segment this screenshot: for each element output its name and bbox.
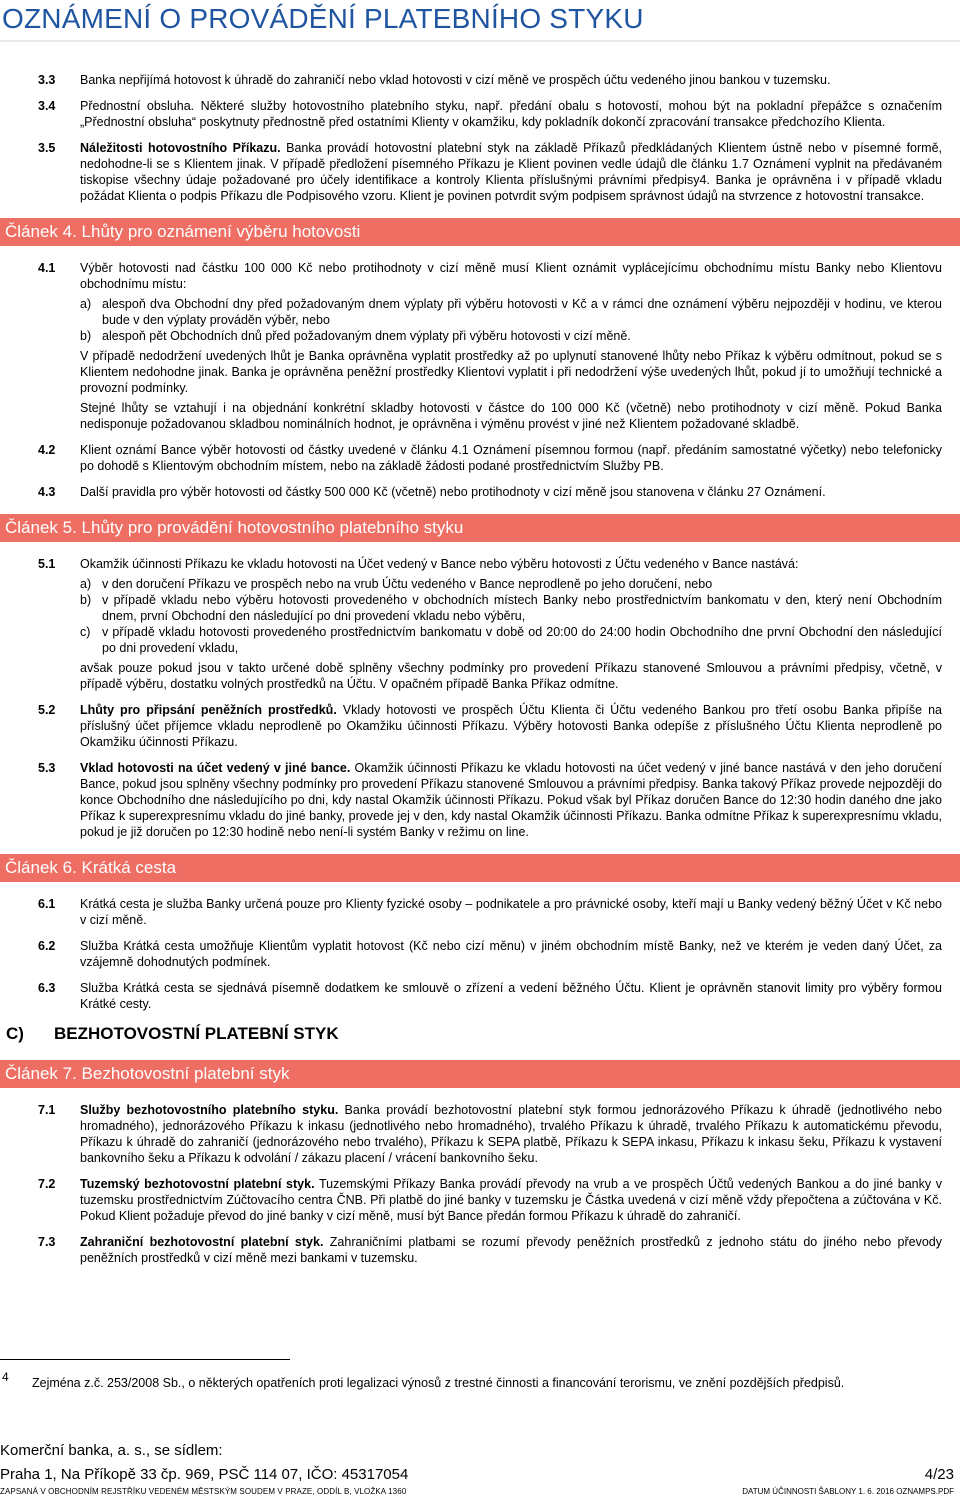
clause-body: Banka provádí hotovostní platební styk na základě Příkazů předkládaných Klientem ústně nebo v písemné formě, nedohodne-li se s Klientem jinak. V případě předložení písemného Příkazu je Klient povinen vedle údajů dle článku 1.7 Oznámení vyplnit na předávaném tiskopise všechny údaje požadované pro účely identifikace a kontroly Klienta příslušnými právními předpisy4. Banka je oprávněna i v případě vkladu požádat Klienta o podpis Příkazu dle Podpisového vzoru. Klient je povinen potvrdit svým podpisem správnost údajů na stvrzence z hotovostní transakce.	[80, 141, 942, 203]
clause-intro: Výběr hotovosti nad částku 100 000 Kč nebo protihodnoty v cizí měně musí Klient oznámit vyplácejícímu obchodnímu místu Banky nebo Klientovu obchodnímu místu:	[80, 261, 942, 291]
footnote	[0, 1370, 960, 1390]
clause-3-5	[0, 140, 960, 204]
list-label: a)	[80, 297, 92, 311]
document-body	[0, 72, 960, 1276]
clause-text	[80, 140, 960, 204]
clause-text	[80, 1102, 960, 1166]
clause-text: Služba Krátká cesta umožňuje Klientům vyplatit hotovost (Kč nebo cizí měnu) v jiném obchodním místě Banky, než ve kterém je veden daný Účet, za vzájemně dohodnutých podmínek.	[80, 939, 942, 969]
article-6-heading: Článek 6. Krátká cesta	[0, 854, 960, 882]
clause-intro: Okamžik účinnosti Příkazu ke vkladu hotovosti na Účet vedený v Bance nebo výběru hotovosti z Účtu vedeného v Bance nastává:	[80, 557, 799, 571]
list-label: a)	[80, 577, 92, 591]
clause-paragraph: V případě nedodržení uvedených lhůt je Banka oprávněna vyplatit prostředky až po uplynutí stanovené lhůty nebo Příkaz k výběru odmítnout, pokud se s Klientem nedohodne jinak. Banka je oprávněna peněžní prostředky Klientovi vyplatit i při nedodržení výše uvedených lhůt, pokud jí to umožňují technické a provozní podmínky.	[80, 349, 942, 395]
page-number: 4/23	[924, 1466, 954, 1483]
clause-number: 3.4	[38, 99, 56, 113]
clause-number: 7.3	[38, 1235, 56, 1249]
clause-body: Vklady hotovosti ve prospěch Účtu Klienta či Účtu vedeného Bankou pro třetí osobu Banka připíše na příslušný účet příjemce vkladu neprodleně po Okamžiku účinnosti Příkazu. Výběry hotovosti Banka odepíše z příslušného Účtu Klienta neprodleně po Okamžiku účinnosti Příkazu.	[80, 703, 942, 749]
list-item	[80, 576, 942, 592]
clause-text: Služba Krátká cesta se sjednává písemně dodatkem ke smlouvě o zřízení a vedení běžného Účtu. Klient je oprávněn stanovit limity pro výběry formou Krátké cesty.	[80, 981, 942, 1011]
clause-lead: Zahraniční bezhotovostní platební styk.	[80, 1235, 324, 1249]
clause-text	[80, 760, 960, 840]
clause-number: 7.1	[38, 1103, 56, 1117]
footer-registry: ZAPSANÁ V OBCHODNÍM REJSTŘÍKU VEDENÉM MĚSTSKÝM SOUDEM V PRAZE, ODDÍL B, VLOŽKA 1360	[0, 1487, 407, 1496]
clause-number: 7.2	[38, 1177, 56, 1191]
list-item	[80, 296, 942, 328]
page-title: OZNÁMENÍ O PROVÁDĚNÍ PLATEBNÍHO STYKU	[2, 3, 644, 34]
title-divider	[0, 40, 960, 42]
clause-7-3	[0, 1234, 960, 1266]
clause-4-3	[0, 484, 960, 500]
list-label: b)	[80, 329, 92, 343]
clause-text: Klient oznámí Bance výběr hotovosti od částky uvedené v článku 4.1 Oznámení písemnou formou (např. předáním samostatné výčetky) nebo telefonicky po dohodě s Klientovým obchodním místem, nebo na základě žádosti podané prostřednictvím Služby PB.	[80, 443, 942, 473]
clause-text	[80, 260, 960, 432]
clause-lead: Náležitosti hotovostního Příkazu.	[80, 141, 281, 155]
clause-7-1	[0, 1102, 960, 1166]
list-item	[80, 624, 942, 656]
clause-number: 5.3	[38, 761, 56, 775]
clause-number: 4.3	[38, 485, 56, 499]
clause-lead: Tuzemský bezhotovostní platební styk.	[80, 1177, 315, 1191]
section-label: C)	[6, 1024, 24, 1043]
clause-number: 6.2	[38, 939, 56, 953]
clause-text: Další pravidla pro výběr hotovosti od částky 500 000 Kč (včetně) nebo protihodnoty v cizí měně jsou stanovena v článku 27 Oznámení.	[80, 485, 826, 499]
clause-text: Krátká cesta je služba Banky určená pouze pro Klienty fyzické osoby – podnikatele a pro právnické osoby, kteří mají u Banky vedený běžný Účet v Kč nebo v cizí měně.	[80, 897, 942, 927]
clause-number: 5.1	[38, 557, 56, 571]
clause-6-2	[0, 938, 960, 970]
list-item	[80, 328, 942, 344]
list-item	[80, 592, 942, 624]
clause-lead: Vklad hotovosti na účet vedený v jiné bance.	[80, 761, 351, 775]
article-5-heading: Článek 5. Lhůty pro provádění hotovostního platebního styku	[0, 514, 960, 542]
clause-6-3	[0, 980, 960, 1012]
section-title: BEZHOTOVOSTNÍ PLATEBNÍ STYK	[54, 1024, 339, 1043]
footer-company: Komerční banka, a. s., se sídlem:	[0, 1442, 223, 1459]
clause-5-3	[0, 760, 960, 840]
clause-4-1	[0, 260, 960, 432]
list-text: alespoň pět Obchodních dnů před požadovaným dnem výplaty při výběru hotovosti v cizí měně.	[102, 329, 631, 343]
article-7-heading: Článek 7. Bezhotovostní platební styk	[0, 1060, 960, 1088]
clause-text	[80, 556, 960, 692]
list-text: v den doručení Příkazu ve prospěch nebo na vrub Účtu vedeného v Bance neprodleně po jeho doručení, nebo	[102, 577, 713, 591]
clause-number: 4.1	[38, 261, 56, 275]
clause-3-3	[0, 72, 960, 88]
footnote-number: 4	[2, 1370, 9, 1384]
list-text: v případě vkladu hotovosti provedeného prostřednictvím bankomatu v době od 20:00 do 24:00 hodin Obchodního dne první Obchodní den následující po dni provedení vkladu,	[102, 625, 942, 655]
footnote-text: Zejména z.č. 253/2008 Sb., o některých opatřeních proti legalizaci výnosů z trestné činnosti a financování terorismu, ve znění pozdějších předpisů.	[32, 1376, 845, 1390]
clause-6-1	[0, 896, 960, 928]
clause-number: 6.1	[38, 897, 56, 911]
clause-7-2	[0, 1176, 960, 1224]
clause-lead: Služby bezhotovostního platebního styku.	[80, 1103, 339, 1117]
clause-lead: Lhůty pro připsání peněžních prostředků.	[80, 703, 337, 717]
section-c-heading	[0, 1022, 960, 1046]
clause-3-4	[0, 98, 960, 130]
footnote-divider	[0, 1359, 290, 1360]
clause-number: 5.2	[38, 703, 56, 717]
list-label: b)	[80, 593, 92, 607]
clause-text: Banka nepřijímá hotovost k úhradě do zahraničí nebo vklad hotovosti v cizí měně ve prospěch účtu vedeného jinou bankou v tuzemsku.	[80, 73, 831, 87]
article-4-heading: Článek 4. Lhůty pro oznámení výběru hotovosti	[0, 218, 960, 246]
list-text: v případě vkladu nebo výběru hotovosti provedeného v obchodních místech Banky nebo prostřednictvím bankomatu v den, který není Obchodním dnem, první Obchodní den následující po dni provedení vkladu nebo výběru,	[102, 593, 942, 623]
clause-4-2	[0, 442, 960, 474]
clause-number: 4.2	[38, 443, 56, 457]
footer-template-date: DATUM ÚČINNOSTI ŠABLONY 1. 6. 2016 OZNAMPS.PDF	[742, 1487, 954, 1496]
clause-paragraph: Stejné lhůty se vztahují i na objednání konkrétní skladby hotovosti v částce do 100 000 Kč (včetně) nebo protihodnoty v cizí měně. Pokud Banka nedisponuje požadovanou skladbou nominálních hodnot, je oprávněna i výměnu provést v jiné než Klientem požadované skladbě.	[80, 401, 942, 431]
clause-number: 3.5	[38, 141, 56, 155]
clause-5-2	[0, 702, 960, 750]
clause-text	[80, 1234, 960, 1266]
list-text: alespoň dva Obchodní dny před požadovaným dnem výplaty při výběru hotovosti v Kč a v rámci dne oznámení výběru nejpozději v hodinu, ve kterou bude v den výplaty prováděn výběr, nebo	[102, 297, 942, 327]
list-label: c)	[80, 625, 91, 639]
footer-address: Praha 1, Na Příkopě 33 čp. 969, PSČ 114 07, IČO: 45317054	[0, 1466, 409, 1483]
clause-number: 6.3	[38, 981, 56, 995]
clause-text	[80, 1176, 960, 1224]
clause-text: Přednostní obsluha. Některé služby hotovostního platebního styku, např. předání obalu s hotovostí, mohou být na pokladní přepážce s označením „Přednostní obsluha“ poskytnuty přednostně před ostatními Klienty v okamžiku, kdy pokladník dokončí zpracování transakce předchozího Klienta.	[80, 99, 942, 129]
clause-5-1	[0, 556, 960, 692]
clause-paragraph: avšak pouze pokud jsou v takto určené době splněny všechny podmínky pro provedení Příkazu stanovené Smlouvou a právními předpisy, včetně, v případě výběru, dostatku volných prostředků na Účtu. V opačném případě Banka Příkaz odmítne.	[80, 661, 942, 691]
clause-text	[80, 702, 960, 750]
clause-body: Banka provádí bezhotovostní platební styk formou jednorázového Příkazu k úhradě (jednotlivého nebo hromadného), jednorázového Příkazu k inkasu (jednotlivého nebo hromadného), trvalého Příkazu k úhradě, trvalého Příkazu k automatickému převodu, Příkazu k úhradě do zahraničí (jednorázového nebo trvalého), Příkazu k SEPA platbě, Příkazu k SEPA inkasu, Příkazu k inkasu šeku, Příkazu k vystavení bankovního šeku a Příkazu k odvolání / zákazu placení / vrácení bankovního šeku.	[80, 1103, 942, 1165]
clause-body: Tuzemskými Příkazy Banka provádí převody na vrub a ve prospěch Účtů vedených Bankou a do jiné banky v tuzemsku prostřednictvím Zúčtovacího centra ČNB. Při platbě do jiné banky v tuzemsku je Částka uvedená v cizí měně vždy přepočtena a zúčtována v Kč. Pokud Klient požaduje převod do jiné banky v cizí měně, musí být Bance předán formou Příkazu k úhradě do zahraničí.	[80, 1177, 942, 1223]
clause-number: 3.3	[38, 73, 56, 87]
clause-body: Zahraničními platbami se rozumí převody peněžních prostředků z jednoho státu do jiného nebo převody peněžních prostředků v cizí měně mezi bankami v tuzemsku.	[80, 1235, 942, 1265]
clause-body: Okamžik účinnosti Příkazu ke vkladu hotovosti na účet vedený v jiné bance nastává v den jeho doručení Bance, pokud jsou splněny všechny podmínky pro provedení Příkazu stanovené Smlouvou a právními předpisy. Banka takový Příkaz provede nejpozději do konce Obchodního dne následujícího po dni, kdy nastal Okamžik účinnosti Příkazu. Pokud však byl Příkaz doručen Bance do 12:30 hodin daného dne jako Příkaz k superexpresnímu vkladu do jiné banky, provede jej v den, kdy nastal Okamžik účinnosti Příkazu. Banka odmítne Příkaz k superexpresnímu vkladu, pokud je již doručen po 12:30 hodině nebo není-li systém Banky v režimu on line.	[80, 761, 942, 839]
